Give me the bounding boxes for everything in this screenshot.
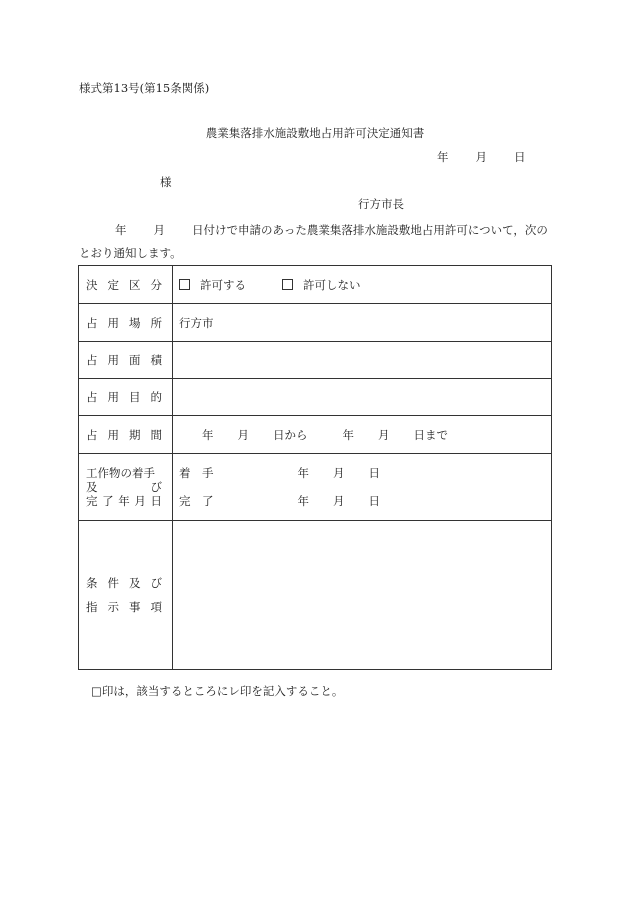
label-char: 日 [150, 494, 162, 508]
value-construction[interactable] [173, 454, 552, 521]
label-char: 間 [150, 427, 162, 442]
label-char: 条 [86, 576, 98, 590]
label-char: 占 [86, 353, 98, 367]
construction-label-line1: 工作物の着手 [86, 466, 155, 480]
row-construction [79, 454, 552, 521]
label-char: 目 [129, 390, 141, 404]
end-month: 月 [333, 494, 345, 508]
label-char: 決 [86, 277, 98, 292]
body-text-line1: 日付けで申請のあった農業集落排水施設敷地占用許可について，次の [192, 223, 548, 237]
row-location [79, 304, 552, 342]
row-period [79, 416, 552, 454]
issue-date [437, 150, 526, 164]
start-year: 年 [297, 466, 309, 480]
label-char: 完 [86, 494, 98, 508]
value-purpose[interactable] [173, 379, 552, 416]
date-month: 月 [475, 150, 487, 164]
label-char: 定 [107, 277, 119, 292]
label-char: 了 [102, 494, 114, 508]
label-char: 的 [150, 390, 162, 404]
label-char: 及 [129, 576, 141, 590]
label-char: 用 [107, 315, 119, 330]
permit-checkbox[interactable] [179, 279, 190, 290]
option-deny-label: 許可しない [303, 277, 361, 292]
label-char: 項 [150, 600, 162, 614]
date-year: 年 [437, 150, 449, 164]
label-location [79, 304, 173, 342]
value-conditions[interactable] [173, 521, 552, 670]
body-year: 年 [115, 223, 127, 237]
label-char: 月 [134, 494, 146, 508]
label-decision [79, 266, 173, 304]
label-char: 件 [107, 576, 119, 590]
period-from-year: 年 [202, 427, 214, 442]
label-char: 所 [150, 315, 162, 330]
label-area [79, 342, 173, 379]
construction-start-label: 着 手 [179, 466, 214, 480]
label-period [79, 416, 173, 454]
document-title: 農業集落排水施設敷地占用許可決定通知書 [205, 126, 425, 140]
row-conditions [79, 521, 552, 670]
label-char: 事 [129, 600, 141, 614]
period-to-day: 日まで [413, 427, 448, 442]
construction-end-label: 完 了 [179, 494, 214, 508]
construction-end-row [179, 494, 551, 508]
value-location[interactable]: 行方市 [173, 304, 552, 342]
end-day: 日 [368, 494, 380, 508]
label-char: 期 [129, 427, 141, 442]
label-char: 区 [129, 277, 141, 292]
label-char: 占 [86, 427, 98, 442]
start-day: 日 [368, 466, 380, 480]
form-number: 様式第13号(第15条関係) [79, 81, 210, 95]
period-from-day: 日から [273, 427, 308, 442]
label-char: 指 [86, 600, 98, 614]
issuer: 行方市長 [358, 197, 404, 211]
label-char: び [150, 480, 162, 494]
construction-start-row [179, 466, 551, 480]
deny-checkbox[interactable] [282, 279, 293, 290]
label-char: 分 [150, 277, 162, 292]
label-construction [79, 454, 173, 521]
body-text-line2: とおり通知します。 [79, 246, 182, 260]
option-permit-label: 許可する [200, 277, 246, 292]
end-year: 年 [297, 494, 309, 508]
label-char: 及 [86, 480, 98, 494]
label-char: 占 [86, 315, 98, 330]
notice-body [79, 219, 549, 265]
label-purpose [79, 379, 173, 416]
start-month: 月 [333, 466, 345, 480]
row-purpose [79, 379, 552, 416]
label-char: び [150, 576, 162, 590]
label-char: 示 [107, 600, 119, 614]
date-day: 日 [514, 150, 526, 164]
label-char: 用 [107, 353, 119, 367]
footnote: □印は，該当するところにレ印を記入すること。 [91, 684, 344, 698]
label-char: 年 [118, 494, 130, 508]
row-decision [79, 266, 552, 304]
label-char: 場 [129, 315, 141, 330]
addressee-suffix: 様 [160, 175, 172, 189]
value-area[interactable] [173, 342, 552, 379]
body-month: 月 [153, 223, 165, 237]
label-char: 面 [129, 353, 141, 367]
label-char: 用 [107, 427, 119, 442]
label-char: 積 [150, 353, 162, 367]
label-char: 占 [86, 390, 98, 404]
value-period[interactable] [173, 416, 552, 454]
value-decision [173, 266, 552, 304]
permit-table [78, 265, 552, 670]
period-to-month: 月 [378, 427, 390, 442]
label-char: 用 [107, 390, 119, 404]
period-from-month: 月 [237, 427, 249, 442]
row-area [79, 342, 552, 379]
period-to-year: 年 [342, 427, 354, 442]
label-conditions [79, 521, 173, 670]
